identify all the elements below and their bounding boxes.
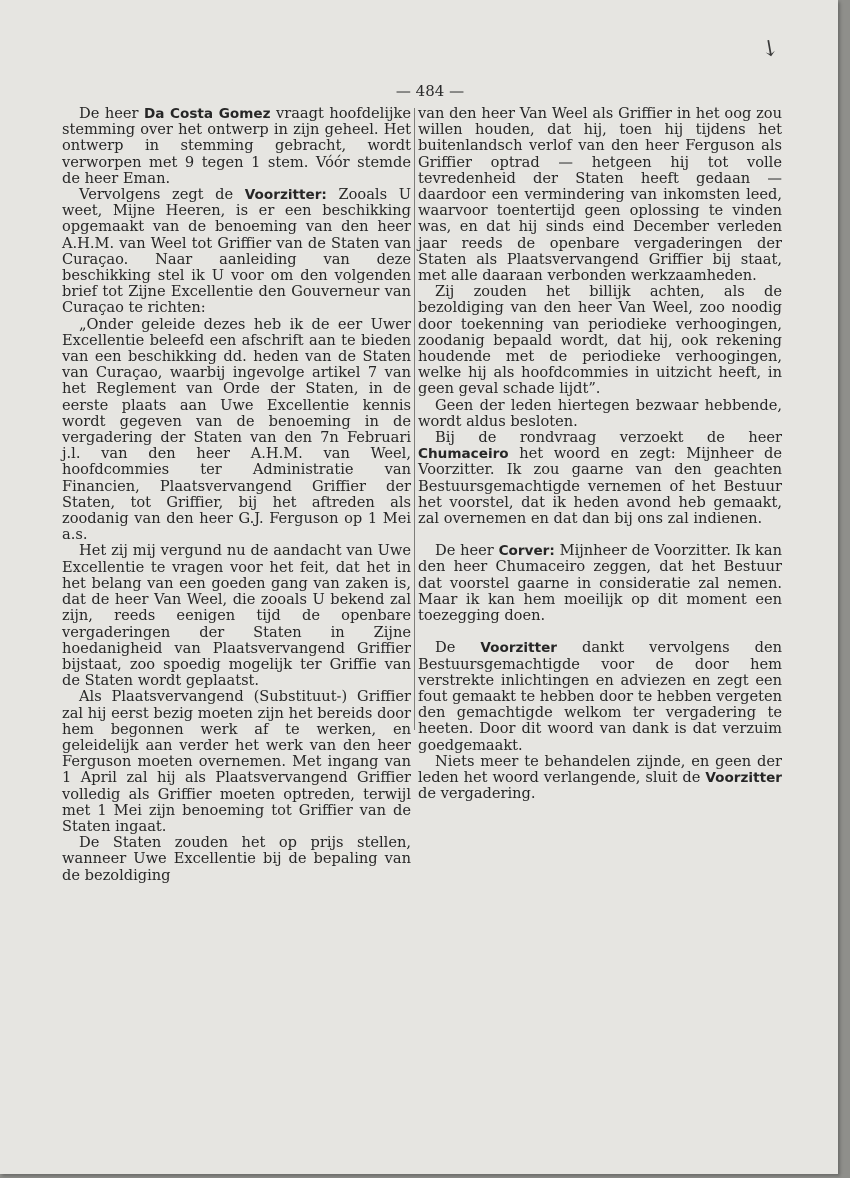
- paragraph-text: Vervolgens zegt de: [79, 186, 245, 204]
- paragraph-text: Zij zouden het billijk achten, als de bezoldiging van den heer Van Weel, zoo noodig door toekenning van periodieke verhoogingen, zoodanig bepaald wordt, dat hij, ook rekening houdende met de periodieke verhoogingen, welke hij als hoofdcommies in uitzicht heeft, in geen geval schade lijdt”.: [418, 283, 782, 398]
- paragraph: [62, 106, 411, 187]
- speaker-name: Da Costa Gomez: [143, 106, 271, 122]
- left-column: [62, 106, 411, 884]
- paragraph: [418, 640, 782, 753]
- right-column: [418, 106, 782, 802]
- speaker-name: Voorzitter: [480, 640, 558, 657]
- paragraph-text: Bij de rondvraag verzoekt de heer: [435, 429, 782, 447]
- speaker-name: Chumaceiro: [418, 446, 509, 463]
- speaker-name: Voorzitter:: [244, 187, 327, 204]
- paragraph-text: dankt vervolgens den Bestuursgemachtigde voor de door hem verstrekte inlichtingen en adviezen en zegt een fout gemaakt te hebben door te hebben vergeten den gemachtigde welkom ter vergadering te heeten. Door dit woord van dank is dat verzuim goedgemaakt.: [418, 639, 782, 754]
- paragraph-text: Niets meer te behandelen zijnde, en geen der leden het woord verlangende, sluit de: [418, 752, 782, 786]
- paragraph: [62, 543, 411, 689]
- paragraph-text: van den heer Van Weel als Griffier in het oog zou willen houden, dat hij, toen hij tijdens het buitenlandsch verlof van den heer Ferguson als Griffier optrad — hetgeen hij tot volle tevredenheid der Staten heeft gedaan — daardoor een vermindering van inkomsten leed, waarvoor toentertijd geen oplossing te vinden was, en dat hij sinds eind December verleden jaar reeds de openbare vergaderingen der Staten als Plaatsvervangend Griffier bij staat, met alle daaraan verbonden werkzaamheden.: [418, 105, 782, 285]
- paragraph-text: De heer: [79, 105, 144, 122]
- paragraph-text: vraagt hoofdelijke stemming over het ontwerp in zijn geheel. Het ontwerp in stemming gebracht, wordt verworpen met 9 tegen 1 stem. Vóór stemde de heer Eman.: [62, 105, 412, 187]
- paragraph-text: Als Plaatsvervangend (Substituut-) Griffier zal hij eerst bezig moeten zijn het bereids door hem begonnen werk af te werken, en geleidelijk aan verder het werk van den heer Ferguson moeten overnemen. Met ingang van 1 April zal hij als Plaatsvervangend Griffier volledig als Griffier moeten optreden, terwijl met 1 Mei zijn benoeming tot Griffier van de Staten ingaat.: [62, 688, 411, 835]
- paragraph-text: het woord en zegt: Mijnheer de Voorzitter. Ik zou gaarne van den geachten Bestuursgemachtigde vernemen of het Bestuur het voorstel, dat ik heden avond heb gemaakt, zal overnemen en dat dan bij ons zal indienen.: [418, 445, 782, 528]
- pencil-mark-icon: ↘: [754, 32, 784, 65]
- column-divider: [414, 108, 415, 730]
- paragraph-text: De: [435, 639, 481, 657]
- paragraph-text: De heer: [435, 542, 499, 560]
- paragraph: [418, 754, 782, 803]
- paragraph-text: Het zij mij vergund nu de aandacht van Uwe Excellentie te vragen voor het feit, dat het in het belang van een goeden gang van zaken is, dat de heer Van Weel, die zooals U bekend zal zijn, reeds eenigen tijd de openbare vergaderingen der Staten in Zijne hoedanigheid van Plaatsvervangend Griffier bijstaat, zoo spoedig mogelijk ter Griffie van de Staten wordt geplaatst.: [62, 542, 411, 690]
- paragraph: [62, 835, 411, 884]
- paragraph-text: „Onder geleide dezes heb ik de eer Uwer Excellentie beleefd een afschrift aan te bieden van een beschikking dd. heden van de Staten van Curaçao, waarbij ingevolge artikel 7 van het Reglement van Orde der Staten, in de eerste plaats aan Uwe Excellentie kennis wordt gegeven van de benoeming in de vergadering der Staten van den 7n Februari j.l. van den heer A.H.M. van Weel, hoofdcommies ter Administratie van Financien, Plaatsvervangend Griffier der Staten, tot Griffier, bij het aftreden als zoodanig van den heer G.J. Ferguson op 1 Mei a.s.: [62, 315, 411, 544]
- page-number: — 484 —: [395, 82, 465, 100]
- paragraph-text: De Staten zouden het op prijs stellen, wanneer Uwe Excellentie bij de bepaling van de bezoldiging: [62, 834, 411, 884]
- paragraph: [418, 398, 782, 430]
- paragraph: [418, 543, 782, 624]
- paragraph: [418, 106, 782, 284]
- paragraph-text: Geen der leden hiertegen bezwaar hebbende, wordt aldus besloten.: [418, 396, 782, 430]
- paragraph: [418, 430, 782, 527]
- paragraph: [62, 317, 411, 544]
- paragraph-text: de vergadering.: [418, 785, 536, 803]
- paragraph: [62, 187, 411, 317]
- speaker-name: Voorzitter: [705, 769, 782, 786]
- paragraph-text: Mijnheer de Voorzitter. Ik kan den heer Chumaceiro zeggen, dat het Bestuur dat voorstel gaarne in consideratie zal nemen. Maar ik kan hem moeilijk op dit moment een toezegging doen.: [418, 542, 782, 625]
- paragraph: [62, 689, 411, 835]
- speaker-name: Corver:: [498, 543, 555, 560]
- paragraph: [418, 284, 782, 397]
- paragraph-text: Zooals U weet, Mijne Heeren, is er een beschikking opgemaakt van de benoeming van den heer A.H.M. van Weel tot Griffier van de Staten van Curaçao. Naar aanleiding van deze beschikking stel ik U voor om den volgenden brief tot Zijne Excellentie den Gouverneur van Curaçao te richten:: [62, 186, 411, 317]
